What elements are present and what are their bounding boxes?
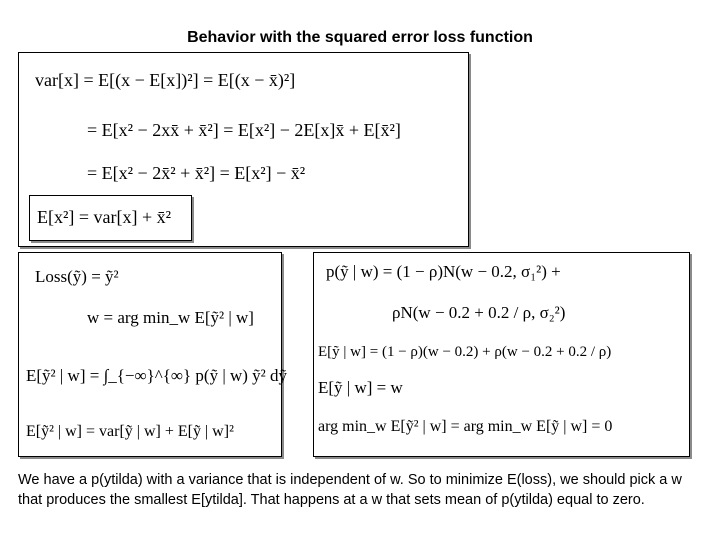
loss-line-3: E[ỹ² | w] = ∫_{−∞}^{∞} p(ỹ | w) ỹ² dỹ [26, 366, 288, 385]
variance-line-2: = E[x² − 2xx̄ + x̄²] = E[x²] − 2E[x]x̄ + E[x̄²] [87, 120, 401, 140]
loss-line-1: Loss(ỹ) = ỹ² [35, 267, 119, 286]
page-title: Behavior with the squared error loss function [187, 29, 533, 46]
mixture-line-3: E[ỹ | w] = (1 − ρ)(w − 0.2) + ρ(w − 0.2 + 0.2 / ρ) [318, 344, 612, 360]
mixture-line-2: ρN(w − 0.2 + 0.2 / ρ, σ₂²) [392, 303, 566, 322]
mixture-line-4: E[ỹ | w] = w [318, 378, 403, 397]
loss-derivation-panel [18, 252, 288, 457]
mixture-line-5: arg min_w E[ỹ² | w] = arg min_w E[ỹ | w] = 0 [318, 418, 613, 435]
loss-line-4: E[ỹ² | w] = var[ỹ | w] + E[ỹ | w]² [26, 423, 234, 440]
variance-derivation-panel [18, 52, 469, 247]
variance-line-3: = E[x² − 2x̄² + x̄²] = E[x²] − x̄² [87, 163, 306, 183]
mixture-line-1: p(ỹ | w) = (1 − ρ)N(w − 0.2, σ₁²) + [326, 262, 561, 281]
mixture-derivation-panel [313, 252, 690, 457]
variance-identity: E[x²] = var[x] + x̄² [37, 207, 172, 227]
loss-line-2: w = arg min_w E[ỹ² | w] [87, 308, 254, 327]
variance-identity-box [29, 195, 192, 241]
variance-line-1: var[x] = E[(x − E[x])²] = E[(x − x̄)²] [35, 70, 296, 90]
explanation-caption: We have a p(ytilda) with a variance that is independent of w. So to minimize E(loss), we should pick a w that produces the smallest E[ytilda]. That happens at a w that sets mean of p(ytilda) equal to zero. [18, 472, 682, 508]
